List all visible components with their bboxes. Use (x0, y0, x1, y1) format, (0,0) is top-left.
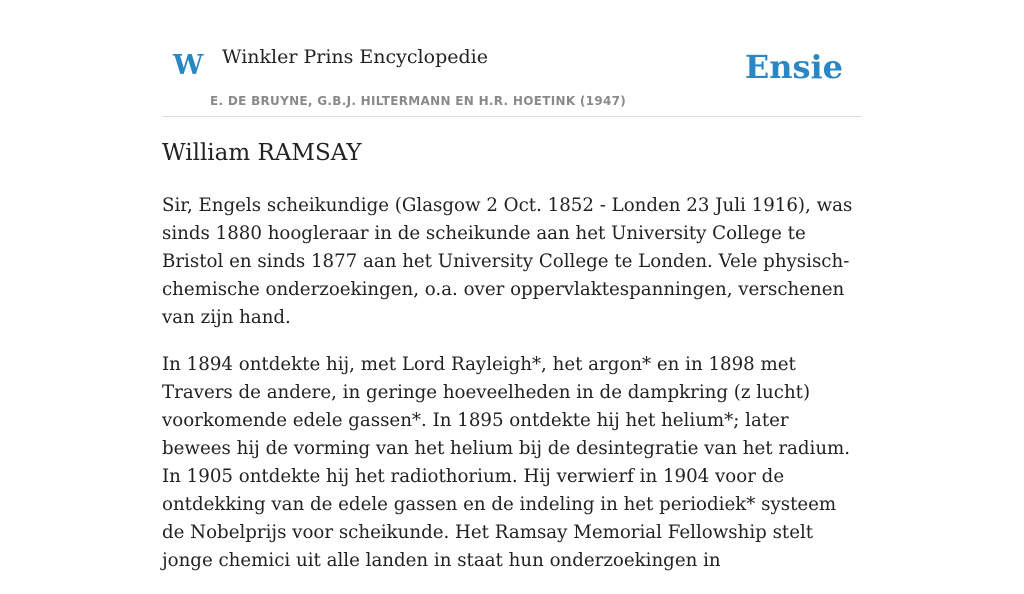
publication-logo: W (173, 50, 204, 81)
ensie-logo[interactable]: Ensie (744, 48, 843, 86)
publication-title[interactable]: Winkler Prins Encyclopedie (222, 46, 488, 68)
article-paragraph: In 1894 ontdekte hij, met Lord Rayleigh*, het argon* en in 1898 met Travers de andere, in geringe hoeveelheden in de dampkring (z lucht) voorkomende edele gassen*. In 1895 ontdekte hij het helium*; later bewees hij de vorming van het helium bij de desintegratie van het radium. In 1905 ontdekte hij het radiothorium. Hij verwierf in 1904 voor de ontdekking van de edele gassen en de indeling in het periodiek* systeem de Nobelprijs voor scheikunde. Het Ramsay Memorial Fellowship stelt jonge chemici uit alle landen in staat hun onderzoekingen in (162, 354, 851, 571)
article-body (162, 192, 862, 594)
article-paragraph: Sir, Engels scheikundige (Glasgow 2 Oct. 1852 - Londen 23 Juli 1916), was sinds 1880 hoogleraar in de scheikunde aan het University College te Bristol en sinds 1877 aan het University College te Londen. Vele physisch-chemische onderzoekingen, o.a. over oppervlaktespanningen, verschenen van zijn hand. (162, 195, 853, 328)
publication-authors: E. DE BRUYNE, G.B.J. HILTERMANN EN H.R. HOETINK (1947) (210, 94, 627, 108)
publication-header (162, 0, 862, 117)
article-title: William RAMSAY (162, 140, 362, 166)
